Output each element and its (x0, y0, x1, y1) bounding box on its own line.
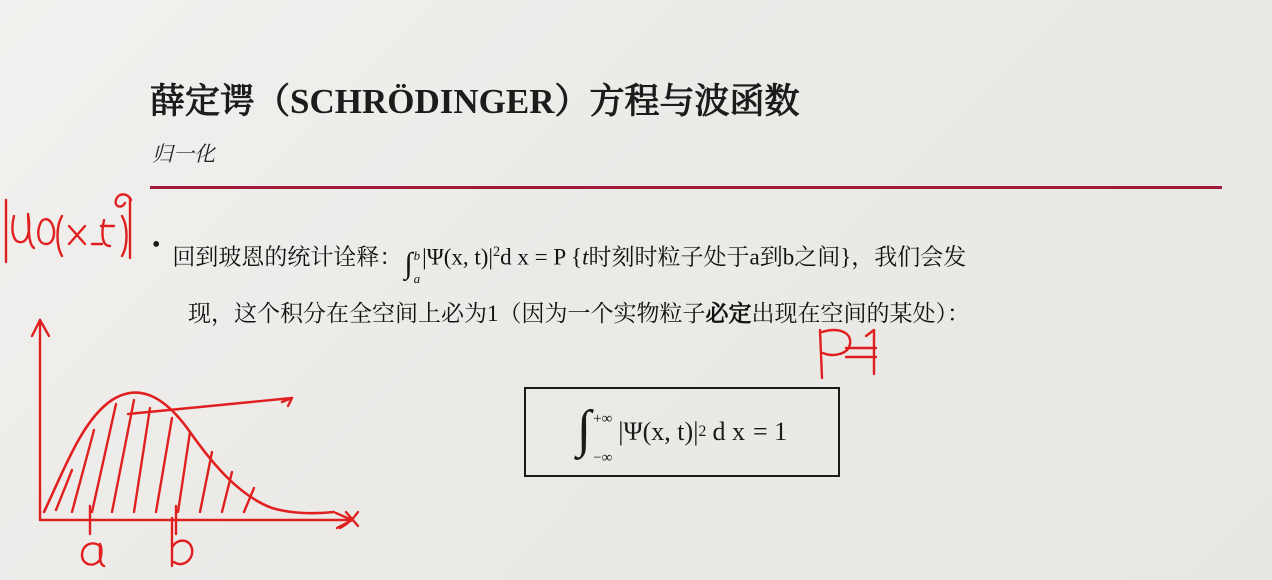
bullet-line-1-prefix: 回到玻恩的统计诠释： (172, 244, 403, 270)
bullet-line-1-text (172, 228, 966, 290)
bullet-line-2-suffix: 出现在空间的某处）： (751, 300, 970, 326)
equation-exponent: 2 (698, 423, 707, 440)
bullet-line-1-middle: = P { (534, 244, 583, 270)
title-divider (150, 186, 1222, 189)
bullet-line-2-text (188, 290, 970, 338)
equation-integral-symbol: ∫ (576, 400, 592, 458)
page-title: 薛定谔（SCHRÖDINGER）方程与波函数 (150, 82, 800, 121)
integral-lower-limit: a (413, 271, 421, 287)
equation-upper-limit: +∞ (593, 411, 613, 428)
equation-integral-limits (593, 411, 613, 466)
integral-upper-limit: b (413, 247, 421, 263)
boxed-equation (524, 387, 840, 477)
bullet-block (152, 228, 1220, 338)
bullet-line-1 (152, 228, 1220, 290)
inline-integral (404, 242, 420, 290)
bullet-line-1-variable: t (582, 244, 589, 270)
inline-exponent: 2 (493, 244, 501, 260)
equation-content (526, 389, 838, 475)
integral-limits (413, 247, 421, 287)
equation-lower-limit: −∞ (593, 449, 613, 466)
bullet-line-2 (152, 290, 1220, 338)
equation-equals-one: = 1 (752, 417, 788, 446)
bullet-line-2-prefix: 现，这个积分在全空间上必为1（因为一个实物粒子 (188, 300, 706, 326)
bullet-line-1-suffix: 时刻时粒子处于a到b之间}，我们会发 (588, 244, 967, 270)
equation-integral (576, 400, 613, 466)
inline-integrand: |Ψ(x, t)| (422, 244, 494, 270)
integral-symbol: ∫ (404, 246, 413, 280)
equation-integrand: |Ψ(x, t)| (618, 417, 699, 446)
equation-differential: d x (712, 417, 745, 446)
bullet-line-2-emphasis: 必定 (705, 300, 752, 326)
bullet-marker: • (152, 232, 161, 258)
inline-differential: d x (500, 244, 529, 270)
page-subtitle: 归一化 (152, 142, 215, 166)
